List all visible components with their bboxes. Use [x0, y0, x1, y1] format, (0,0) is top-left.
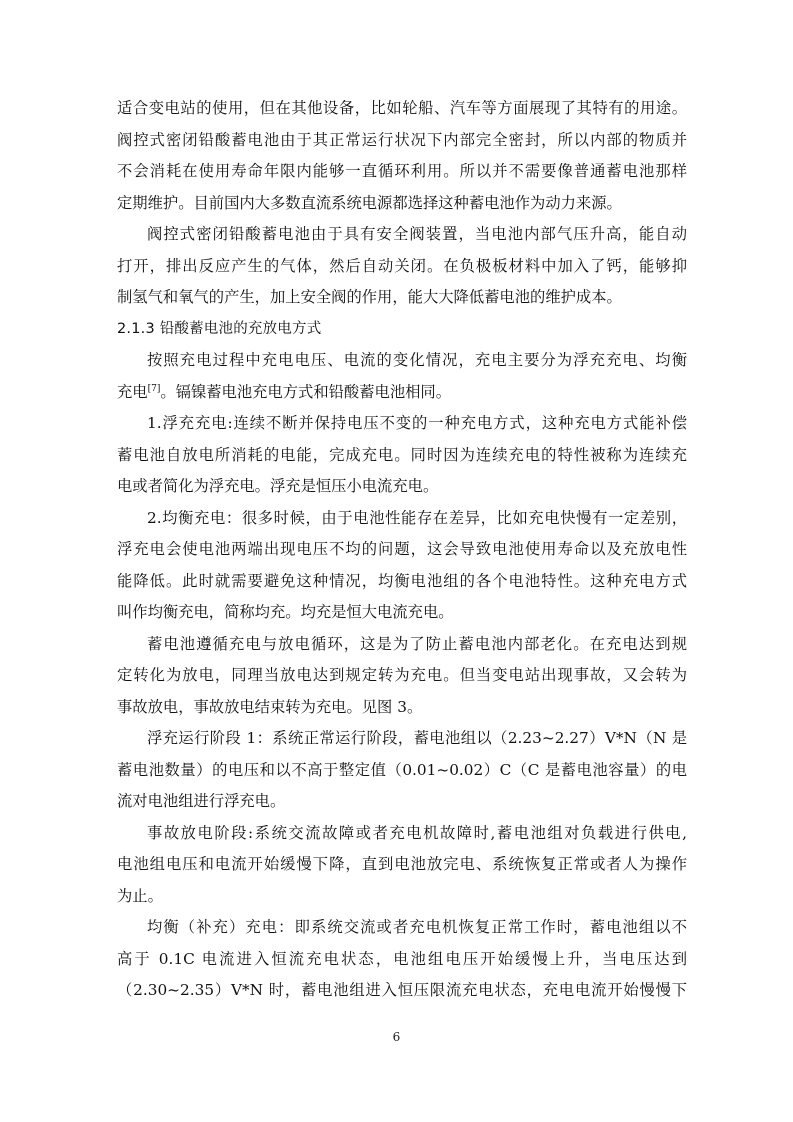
text-line: 2.均衡充电：很多时候，由于电池性能存在差异，比如充电快慢有一定差别， — [147, 508, 687, 527]
citation-reference: [7] — [147, 383, 161, 394]
text-line: （2.30~2.35）V*N 时，蓄电池组进入恒压限流充电状态，充电电流开始慢慢下 — [117, 981, 687, 999]
text-line: 1.浮充充电:连续不断并保持电压不变的一种充电方式，这种充电方式能补偿 — [147, 414, 687, 432]
text-line: 高于 0.1C 电流进入恒流充电状态，电池组电压开始缓慢上升，当电压达到 — [117, 949, 687, 968]
text-line: 蓄电池遵循充电与放电循环，这是为了防止蓄电池内部老化。在充电达到规 — [147, 634, 687, 653]
text-line: 事故放电，事故放电结束转为充电。见图 3。 — [117, 697, 423, 716]
text-line: 电或者简化为浮充电。浮充是恒压小电流充电。 — [117, 477, 439, 495]
document-page — [117, 93, 687, 1007]
text-line: 打开，排出反应产生的气体，然后自动关闭。在负极板材料中加入了钙，能够抑 — [117, 256, 687, 275]
text-line: 阀控式密闭铅酸蓄电池由于具有安全阀装置，当电池内部气压升高，能自动 — [147, 225, 687, 243]
text-line: 叫作均衡充电，简称均充。均充是恒大电流充电。 — [117, 603, 454, 621]
text-line: 蓄电池数量）的电压和以不高于整定值（0.01~0.02）C（C 是蓄电池容量）的电 — [117, 760, 687, 779]
text-line: 事故放电阶段:系统交流故障或者充电机故障时,蓄电池组对负载进行供电, — [147, 823, 687, 842]
text-line: 不会消耗在使用寿命年限内能够一直循环利用。所以并不需要像普通蓄电池那样 — [117, 162, 687, 180]
text-line: 浮充电会使电池两端出现电压不均的问题，这会导致电池使用寿命以及充放电性 — [117, 540, 687, 558]
text-line: 适合变电站的使用，但在其他设备，比如轮船、汽车等方面展现了其特有的用途。 — [117, 99, 687, 117]
text-line: 制氢气和氧气的产生，加上安全阀的作用，能大大降低蓄电池的维护成本。 — [117, 288, 622, 306]
text-line: 蓄电池自放电所消耗的电能，完成充电。同时因为连续充电的特性被称为连续充 — [117, 445, 687, 464]
text-line: 按照充电过程中充电电压、电流的变化情况，充电主要分为浮充充电、均衡 — [147, 351, 687, 369]
text-line: 电池组电压和电流开始缓慢下降，直到电池放完电、系统恢复正常或者人为操作 — [117, 855, 687, 873]
text-line: 阀控式密闭铅酸蓄电池由于其正常运行状况下内部完全密封，所以内部的物质并 — [117, 130, 687, 149]
text-line: 浮充运行阶段 1：系统正常运行阶段，蓄电池组以（2.23~2.27）V*N（N 是 — [147, 729, 687, 747]
text-fragment: 。镉镍蓄电池充电方式和铅酸蓄电池相同。 — [160, 382, 452, 401]
section-heading: 2.1.3 铅酸蓄电池的充放电方式 — [117, 320, 322, 337]
text-line: 均衡（补充）充电：即系统交流或者充电机恢复正常工作时，蓄电池组以不 — [147, 918, 687, 936]
text-line: 定转化为放电，同理当放电达到规定转为充电。但当变电站出现事故，又会转为 — [117, 666, 687, 684]
text-line: 定期维护。目前国内大多数直流系统电源都选择这种蓄电池作为动力来源。 — [117, 193, 622, 212]
text-line: 流对电池组进行浮充电。 — [117, 792, 286, 810]
page-number: 6 — [392, 1030, 401, 1044]
text-line: 为止。 — [117, 886, 163, 905]
text-fragment: 充电 — [117, 382, 148, 401]
text-line: 能降低。此时就需要避免这种情况，均衡电池组的各个电池特性。这种充电方式 — [117, 571, 687, 590]
text-line — [117, 377, 687, 409]
